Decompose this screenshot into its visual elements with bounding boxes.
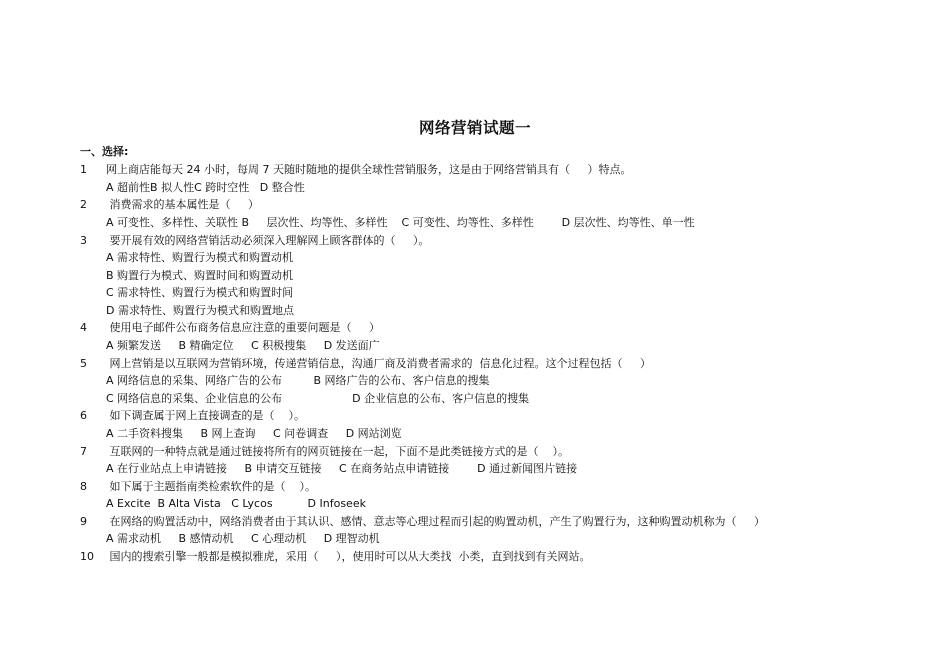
question-number: 4 xyxy=(80,321,87,334)
question-text: 在网络的购置活动中，网络消费者由于其认识、感情、意志等心理过程而引起的购置动机，产生了购置行为，这种购置动机称为（ ） xyxy=(106,515,765,528)
question-options: A 可变性、多样性、关联性 B 层次性、均等性、多样性 C 可变性、均等性、多样性 D 层次性、均等性、单一性 xyxy=(106,216,695,229)
question-text: 要开展有效的网络营销活动必须深入理解网上顾客群体的（ ）。 xyxy=(106,234,430,247)
question-number: 6 xyxy=(80,409,87,422)
question-options: A 频繁发送 B 精确定位 C 积极搜集 D 发送面广 xyxy=(106,339,380,352)
question-text: 网上商店能每天 24 小时，每周 7 天随时随地的提供全球性营销服务，这是由于网络营销具有（ ）特点。 xyxy=(106,163,632,176)
question-text: 使用电子邮件公布商务信息应注意的重要问题是（ ） xyxy=(106,321,380,334)
question-number: 9 xyxy=(80,515,87,528)
question-text: 如下调查属于网上直接调查的是（ ）。 xyxy=(106,409,305,422)
question-text: 国内的搜索引擎一般都是模拟雅虎，采用（ ），使用时可以从大类找 小类，直到找到有关网站。 xyxy=(106,550,591,563)
question-options: A Excite B Alta Vista C Lycos D Infoseek xyxy=(106,497,366,510)
question-option: A 需求特性、购置行为模式和购置动机 xyxy=(106,251,294,264)
document-title: 网络营销试题一 xyxy=(418,119,531,137)
question-text: 互联网的一种特点就是通过链接将所有的网页链接在一起，下面不是此类链接方式的是（ ）。 xyxy=(106,445,569,458)
section-heading: 一、选择: xyxy=(80,145,129,158)
question-options: A 二手资料搜集 B 网上查询 C 问卷调查 D 网站浏览 xyxy=(106,427,402,440)
question-text: 如下属于主题指南类检索软件的是（ ）。 xyxy=(106,480,316,493)
question-number: 7 xyxy=(80,445,87,458)
question-options: A 网络信息的采集、网络广告的公布 B 网络广告的公布、客户信息的搜集 xyxy=(106,374,490,387)
question-number: 10 xyxy=(80,550,94,563)
question-number: 3 xyxy=(80,234,87,247)
question-text: 消费需求的基本属性是（ ） xyxy=(106,198,259,211)
question-option: C 需求特性、购置行为模式和购置时间 xyxy=(106,286,294,299)
question-text: 网上营销是以互联网为营销环境，传递营销信息，沟通厂商及消费者需求的 信息化过程。这个过程包括（ ） xyxy=(106,357,651,370)
question-options: A 超前性B 拟人性C 跨时空性 D 整合性 xyxy=(106,181,305,194)
question-options: A 在行业站点上申请链接 B 申请交互链接 C 在商务站点申请链接 D 通过新闻图片链接 xyxy=(106,462,578,475)
question-number: 5 xyxy=(80,357,87,370)
question-number: 8 xyxy=(80,480,87,493)
question-option: D 需求特性、购置行为模式和购置地点 xyxy=(106,304,294,317)
question-number: 1 xyxy=(80,163,87,176)
question-number: 2 xyxy=(80,198,87,211)
question-options: A 需求动机 B 感情动机 C 心理动机 D 理智动机 xyxy=(106,532,380,545)
question-options: C 网络信息的采集、企业信息的公布 D 企业信息的公布、客户信息的搜集 xyxy=(106,392,530,405)
question-option: B 购置行为模式、购置时间和购置动机 xyxy=(106,269,294,282)
